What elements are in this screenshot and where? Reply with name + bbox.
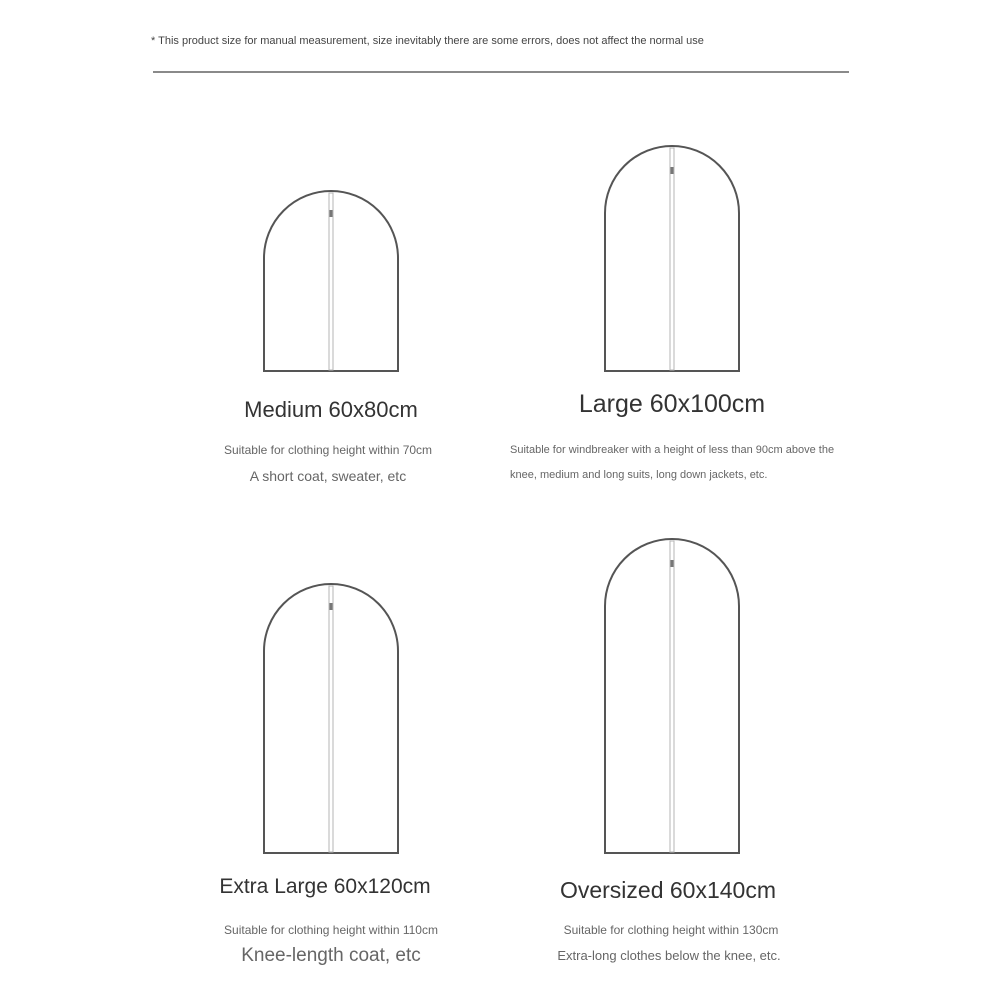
size-desc-large-line2: knee, medium and long suits, long down jackets, etc. (510, 469, 768, 481)
size-desc-oversized-line2: Extra-long clothes below the knee, etc. (557, 948, 781, 963)
size-title-oversized: Oversized 60x140cm (559, 877, 777, 903)
garment-bag-medium-icon (262, 190, 400, 374)
size-title-medium: Medium 60x80cm (244, 397, 418, 422)
size-desc-extra-large-line2: Knee-length coat, etc (241, 945, 421, 966)
size-desc-extra-large-line1: Suitable for clothing height within 110cm (224, 923, 438, 937)
size-desc-medium-line1: Suitable for clothing height within 70cm (223, 443, 433, 457)
measurement-note: * This product size for manual measurement, size inevitably there are some errors, does not affect the normal use (151, 35, 704, 47)
garment-bag-oversized-icon (603, 538, 741, 856)
garment-bag-large-icon (603, 145, 741, 374)
size-desc-oversized-line1: Suitable for clothing height within 130cm (563, 923, 779, 937)
size-title-extra-large: Extra Large 60x120cm (219, 875, 431, 898)
size-desc-medium-line2: A short coat, sweater, etc (249, 468, 407, 484)
size-title-large: Large 60x100cm (578, 390, 766, 418)
divider (153, 71, 849, 73)
garment-bag-extra-large-icon (262, 583, 400, 856)
size-desc-large-line1: Suitable for windbreaker with a height of less than 90cm above the (510, 444, 835, 456)
